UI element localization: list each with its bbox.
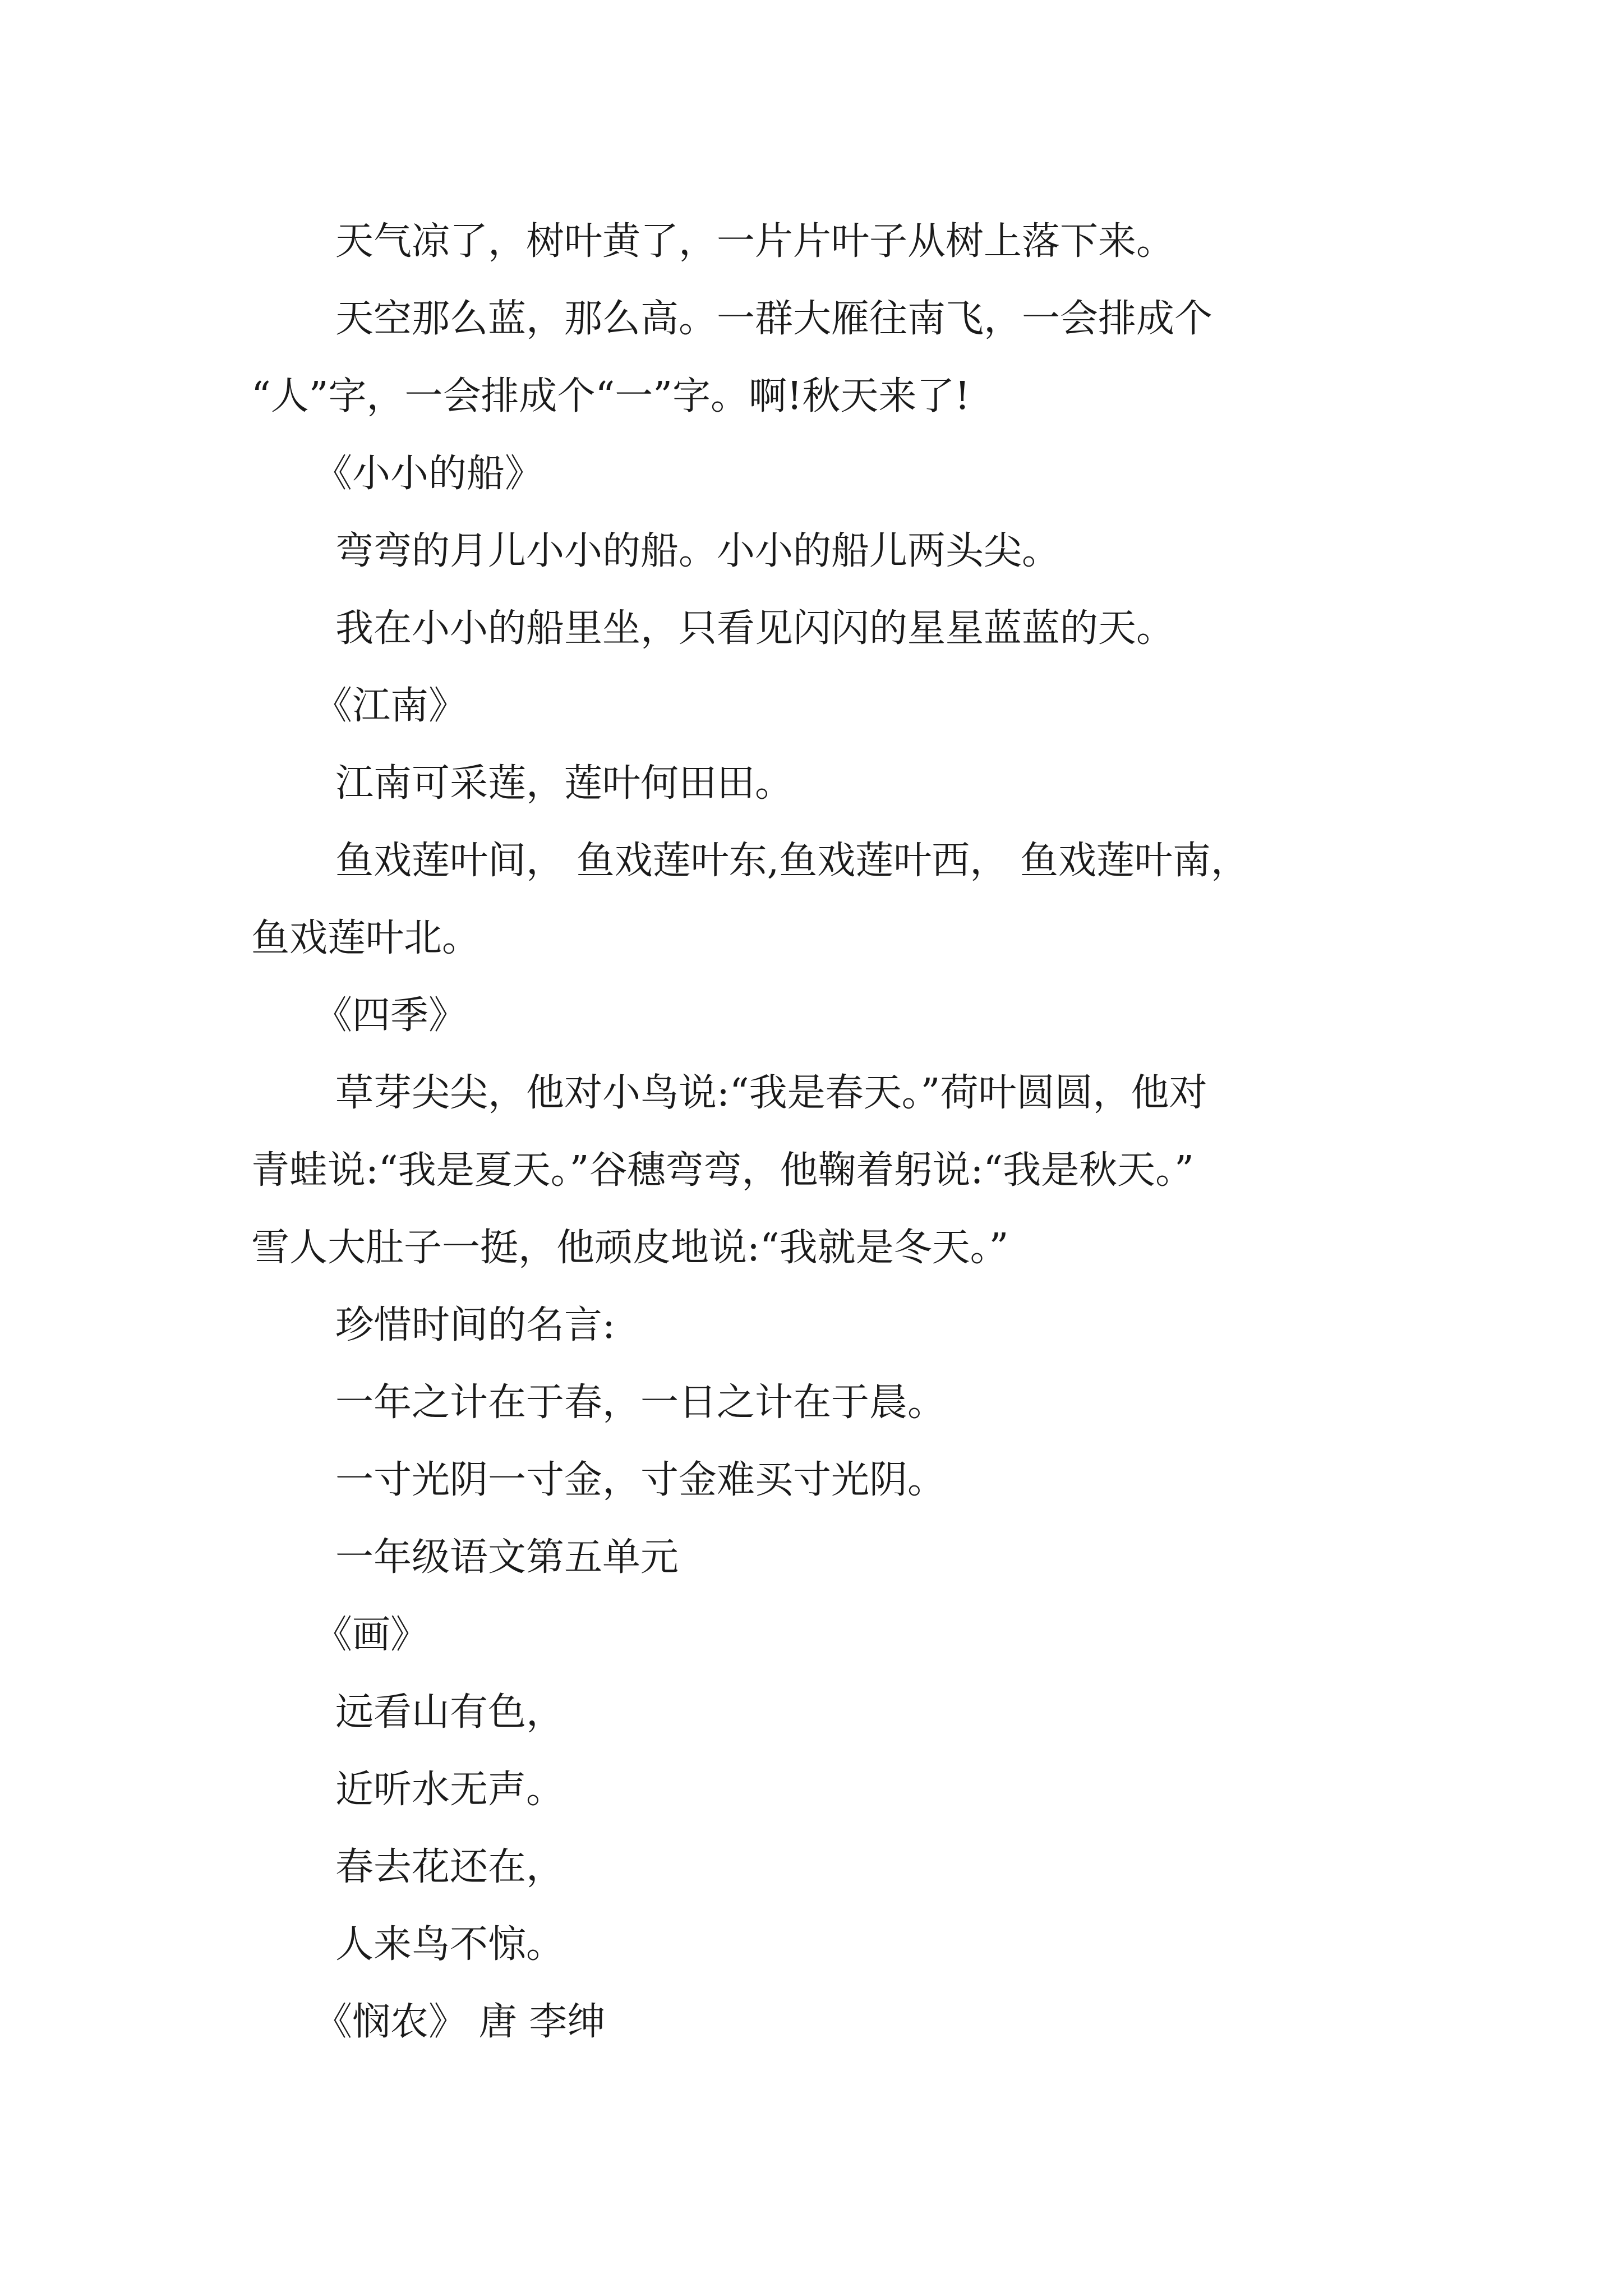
poem-line: 春去花还在， [335,1845,565,1889]
text-line: 鱼戏莲叶间， 鱼戏莲叶东,鱼戏莲叶西， 鱼戏莲叶南， [335,839,1249,883]
text-line: 一寸光阴一寸金，寸金难买寸光阴。 [335,1458,946,1502]
text-line: 天气凉了，树叶黄了，一片片叶子从树上落下来。 [335,219,1175,264]
text-line: 弯弯的月儿小小的船。小小的船儿两头尖。 [335,529,1061,573]
poem-line: 人来鸟不惊。 [335,1922,565,1967]
text-line: 草芽尖尖，他对小鸟说:“我是春天。”荷叶圆圆，他对 [335,1071,1207,1115]
poem-title: 《四季》 [314,993,467,1038]
poem-line: 远看山有色， [335,1690,565,1734]
poem-title: 《小小的船》 [314,452,543,496]
text-line: 雪人大肚子一挺，他顽皮地说:“我就是冬天。” [251,1226,1009,1270]
text-line: “人”字，一会排成个“一”字。啊!秋天来了! [251,374,970,418]
text-line: 江南可采莲，莲叶何田田。 [335,761,794,806]
text-line: 鱼戏莲叶北。 [251,916,481,960]
poem-title: 《画》 [314,1613,429,1657]
poem-title: 《江南》 [314,684,467,728]
text-line: 一年之计在于春，一日之计在于晨。 [335,1381,946,1425]
poem-title: 《悯农》 唐 李绅 [314,2000,606,2044]
text-line: 青蛙说:“我是夏天。”谷穗弯弯，他鞠着躬说:“我是秋天。” [251,1148,1194,1193]
text-line: 天空那么蓝，那么高。一群大雁往南飞，一会排成个 [335,297,1213,341]
section-heading: 一年级语文第五单元 [335,1535,679,1580]
poem-line: 近听水无声。 [335,1768,565,1812]
section-heading: 珍惜时间的名言: [335,1303,615,1347]
text-line: 我在小小的船里坐，只看见闪闪的星星蓝蓝的天。 [335,606,1175,651]
